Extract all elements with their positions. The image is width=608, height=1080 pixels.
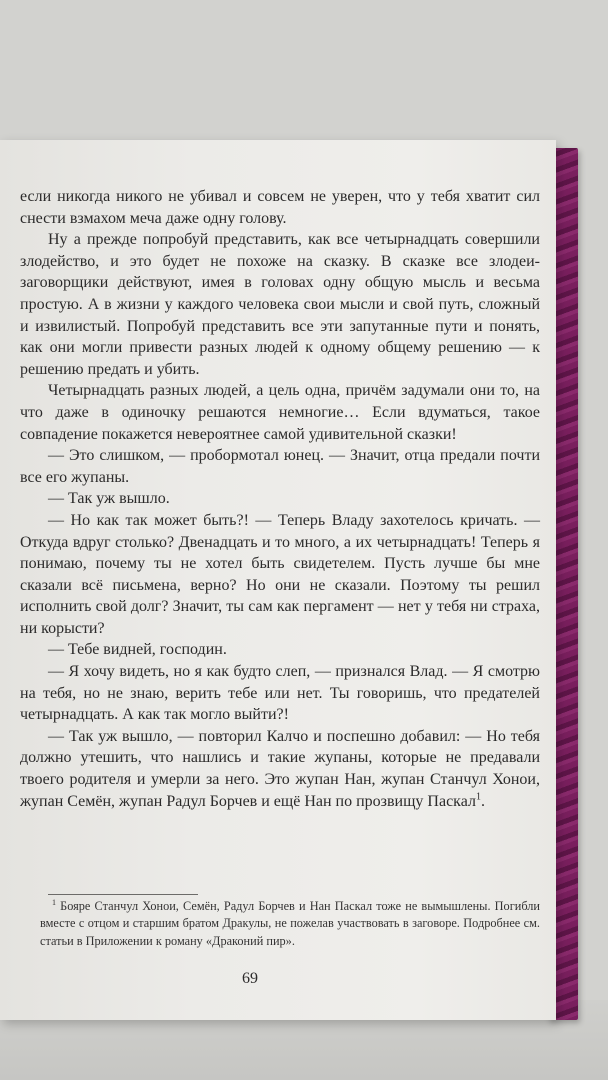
page-number: 69 xyxy=(242,970,258,987)
book-page xyxy=(0,140,556,1020)
paragraph-6: — Но как так может быть?! — Теперь Владу захотелось кричать. — Откуда вдруг столько? Двенадцать и то много, а их четырнадцать! Теперь я понимаю, почему ты не хотел быть свидетелем. Пусть лучше бы мне сказали всё письмена, верно? Но они не сказали. Поэтому ты решил исполнить свой долг? Значит, ты сам как пергамент — нет у тебя ни страха, ни корысти? xyxy=(20,511,540,637)
footnote-divider xyxy=(48,894,198,895)
paragraph-8: — Я хочу видеть, но я как будто слеп, — признался Влад. — Я смотрю на тебя, но не знаю, верить тебе или нет. Ты говоришь, что предателей четырнадцать. А как так могло выйти?! xyxy=(20,663,540,724)
footnote xyxy=(40,898,540,950)
paragraph-7: — Тебе видней, господин. xyxy=(48,641,227,659)
paragraph-1: если никогда никого не убивал и совсем не уверен, что у тебя хватит сил снести взмахом меча даже одну голову. xyxy=(20,188,540,227)
footnote-reference: 1 xyxy=(475,791,481,803)
footnote-number: 1 xyxy=(52,897,56,907)
paragraph-3: Четырнадцать разных людей, а цель одна, причём задумали они то, на что даже в одиночку решаются немногие… Если вдуматься, такое совпадение покажется невероятнее самой удивительной сказки! xyxy=(20,382,540,443)
paragraph-2: Ну а прежде попробуй представить, как все четырнадцать совершили злодейство, и это будет не похоже на сказку. В сказке все злодеи-заговорщики действуют, имея в головах одну общую мысль и весьма простую. А в жизни у каждого человека свои мысли и свой путь, сложный и извилистый. Попробуй представить все эти запутанные пути и понять, как они могли привести разных людей к одному общему решению — к решению предать и убить. xyxy=(20,231,540,378)
paragraph-9-text: — Так уж вышло, — повторил Калчо и поспешно добавил: — Но тебя должно утешить, что нашлись и такие жупаны, которые не предавали твоего родителя и умерли за него. Это жупан Нан, жупан Станчул Хонои, жупан Семён, жупан Радул Борчев и ещё Нан по прозвищу Паскал xyxy=(20,727,540,810)
paragraph-5: — Так уж вышло. xyxy=(48,490,170,508)
footnote-text: Бояре Станчул Хонои, Семён, Радул Борчев и Нан Паскал тоже не вымышлены. Погибли вместе с отцом и старшим братом Дракулы, не пожелав участвовать в заговоре. Подробнее см. статьи в Приложении к роману «Драконий пир». xyxy=(40,899,540,948)
paragraph-9: — Так уж вышло, — повторил Калчо и поспешно добавил: — Но тебя должно утешить, что нашлись и такие жупаны, которые не предавали твоего родителя и умерли за него. Это жупан Нан, жупан Станчул Хонои, жупан Семён, жупан Радул Борчев и ещё Нан по прозвищу Паскал$^1$. xyxy=(20,727,540,810)
paragraph-4: — Это слишком, — пробормотал юнец. — Значит, отца предали почти все его жупаны. xyxy=(20,447,540,486)
body-text xyxy=(20,186,540,812)
